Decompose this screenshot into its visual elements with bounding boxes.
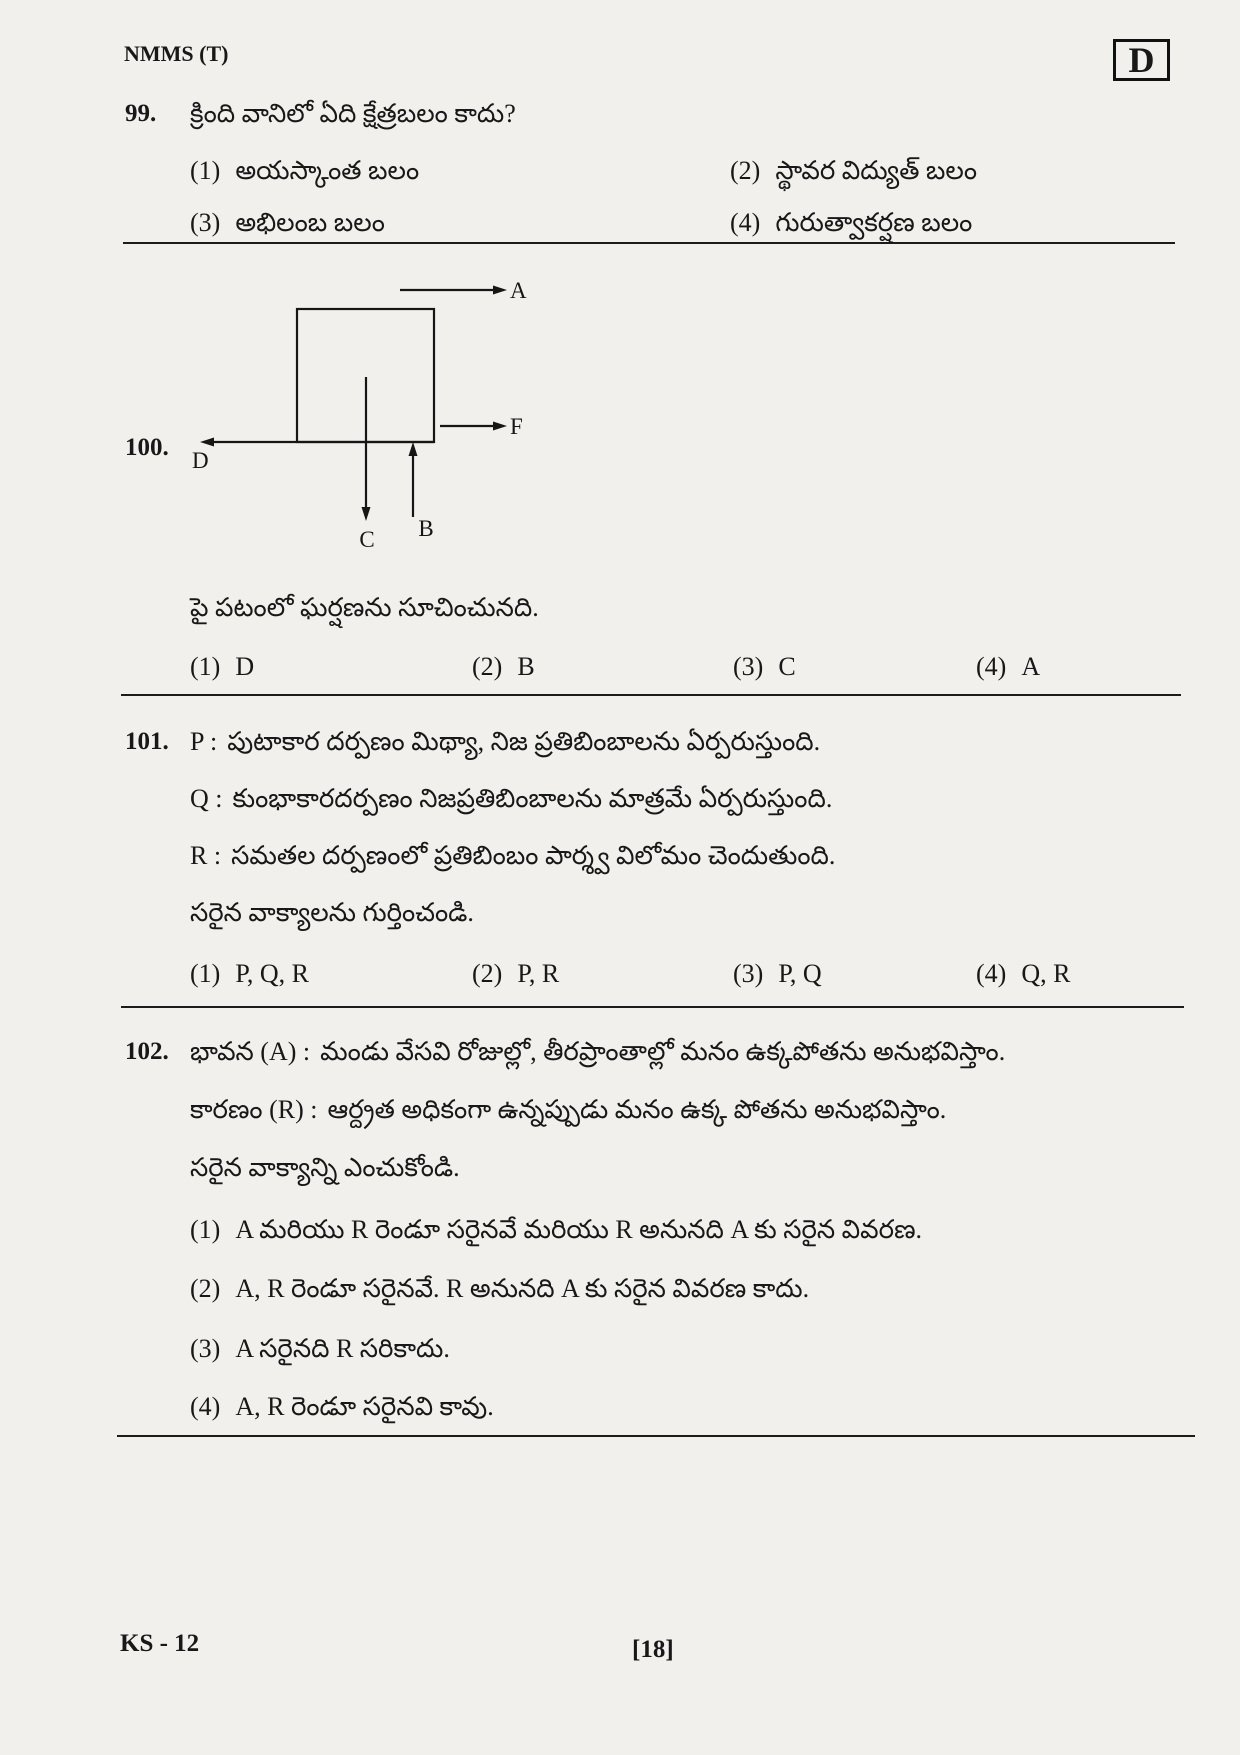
option-2 [472, 648, 733, 686]
option-3 [733, 648, 976, 686]
options-row [120, 648, 1180, 694]
question-101 [120, 723, 1180, 1006]
option-text: P, Q [778, 959, 822, 988]
arrow-c-label: C [359, 527, 375, 552]
instruction-row [120, 1149, 1180, 1211]
option-text: A, R రెండూ సరైనవే. R అనునది A కు సరైన వివరణ కాదు. [235, 1274, 810, 1303]
assertion-row [120, 1033, 1180, 1091]
option-3 [120, 1330, 1180, 1388]
arrow-a-label: A [510, 278, 527, 303]
footer-booklet-code: KS - 12 [120, 1630, 200, 1657]
option-label: (2) [472, 652, 503, 681]
arrow-d-label: D [192, 448, 209, 473]
arrow-c-head [362, 507, 371, 521]
figure-row [120, 244, 1180, 589]
options-row [120, 204, 1180, 242]
instruction-text: సరైన వాక్యాన్ని ఎంచుకోండి. [190, 1153, 460, 1182]
option-text: A సరైనది R సరికాదు. [235, 1334, 450, 1363]
option-3 [733, 955, 976, 993]
question-divider [121, 694, 1181, 696]
option-4 [730, 204, 1180, 242]
option-label: (3) [190, 208, 221, 237]
option [190, 1270, 1180, 1308]
option-label: (4) [976, 959, 1007, 988]
question-divider [121, 1006, 1184, 1008]
question-list [120, 95, 1180, 1437]
option-label: (2) [190, 1274, 221, 1303]
arrow-b-head [409, 442, 418, 456]
statement-p [120, 723, 1180, 780]
option-label: (3) [190, 1334, 221, 1363]
statement-q [120, 780, 1180, 837]
option-text: C [778, 652, 796, 681]
option-text: A, R రెండూ సరైనవి కావు. [235, 1392, 494, 1421]
force-diagram [170, 270, 540, 560]
question-99 [120, 95, 1180, 242]
option-label: (1) [190, 959, 221, 988]
question-stem: క్రింది వానిలో ఏది క్షేత్రబలం కాదు? [190, 99, 516, 128]
arrow-a-head [493, 286, 507, 295]
statement-text: కుంభాకారదర్పణం నిజప్రతిబింబాలను మాత్రమే ఏర్పరుస్తుంది. [232, 784, 833, 813]
arrow-b-label: B [418, 516, 434, 541]
option-label: (4) [190, 1392, 221, 1421]
statement-label: Q : [190, 784, 223, 813]
instruction-text: సరైన వాక్యాలను గుర్తించండి. [190, 898, 474, 927]
option-label: (3) [733, 652, 764, 681]
reason-row [120, 1091, 1180, 1149]
option-4 [976, 955, 1180, 993]
option-4 [120, 1388, 1180, 1435]
option-text: A [1021, 652, 1041, 681]
question-number: 99. [125, 100, 157, 127]
option-text: P, R [517, 959, 560, 988]
question-stem-row [120, 589, 1180, 648]
option-label: (3) [733, 959, 764, 988]
question-divider [117, 1435, 1195, 1437]
options-row [120, 955, 1180, 1006]
question-100 [120, 244, 1180, 694]
arrow-d-head [200, 438, 214, 447]
option [190, 1388, 1180, 1426]
question-number: 101. [125, 728, 169, 755]
question-number: 102. [125, 1038, 169, 1065]
option [190, 1211, 1180, 1249]
booklet-series-box: D [1113, 39, 1170, 81]
options-row [120, 152, 1180, 204]
statement-label: R : [190, 841, 222, 870]
option-3 [190, 204, 730, 242]
statement-label: P : [190, 727, 218, 756]
reason-label: కారణం (R) : [190, 1095, 318, 1124]
statement-text: సమతల దర్పణంలో ప్రతిబింబం పార్శ్వ విలోమం చెందుతుంది. [231, 841, 836, 870]
option-1 [190, 648, 472, 686]
question-stem-row [120, 95, 1180, 152]
option-2 [120, 1270, 1180, 1330]
option-text: A మరియు R రెండూ సరైనవే మరియు R అనునది A కు సరైన వివరణ. [235, 1215, 923, 1244]
arrow-f-label: F [510, 414, 523, 439]
option-label: (2) [730, 156, 761, 185]
option-1 [190, 152, 730, 190]
instruction-row [120, 894, 1180, 955]
option-text: అభిలంబ బలం [235, 208, 385, 237]
option-1 [120, 1211, 1180, 1270]
option-label: (1) [190, 156, 221, 185]
assertion-label: భావన (A) : [190, 1037, 311, 1066]
option [190, 1330, 1180, 1368]
statement-text: పుటాకార దర్పణం మిథ్యా, నిజ ప్రతిబింబాలను ఏర్పరుస్తుంది. [227, 727, 821, 756]
option-label: (1) [190, 1215, 221, 1244]
option-label: (4) [730, 208, 761, 237]
option-text: D [235, 652, 255, 681]
option-2 [472, 955, 733, 993]
footer-page-number: [18] [632, 1636, 674, 1663]
option-text: P, Q, R [235, 959, 310, 988]
question-number: 100. [125, 434, 169, 461]
option-label: (4) [976, 652, 1007, 681]
question-stem: పై పటంలో ఘర్షణను సూచించునది. [190, 593, 539, 622]
option-4 [976, 648, 1180, 686]
reason-text: ఆర్ద్రత అధికంగా ఉన్నప్పుడు మనం ఉక్క పోతను అనుభవిస్తాం. [327, 1095, 947, 1124]
option-1 [190, 955, 472, 993]
arrow-f-head [493, 422, 507, 431]
exam-code: NMMS (T) [124, 41, 229, 66]
option-label: (1) [190, 652, 221, 681]
option-label: (2) [472, 959, 503, 988]
option-2 [730, 152, 1180, 190]
assertion-text: మండు వేసవి రోజుల్లో, తీరప్రాంతాల్లో మనం ఉక్కపోతను అనుభవిస్తాం. [320, 1037, 1006, 1066]
option-text: Q, R [1021, 959, 1071, 988]
statement-r [120, 837, 1180, 894]
question-102 [120, 1033, 1180, 1435]
option-text: గురుత్వాకర్షణ బలం [775, 208, 973, 237]
option-text: స్థావర విద్యుత్ బలం [775, 156, 978, 185]
option-text: B [517, 652, 535, 681]
option-text: అయస్కాంత బలం [235, 156, 420, 185]
